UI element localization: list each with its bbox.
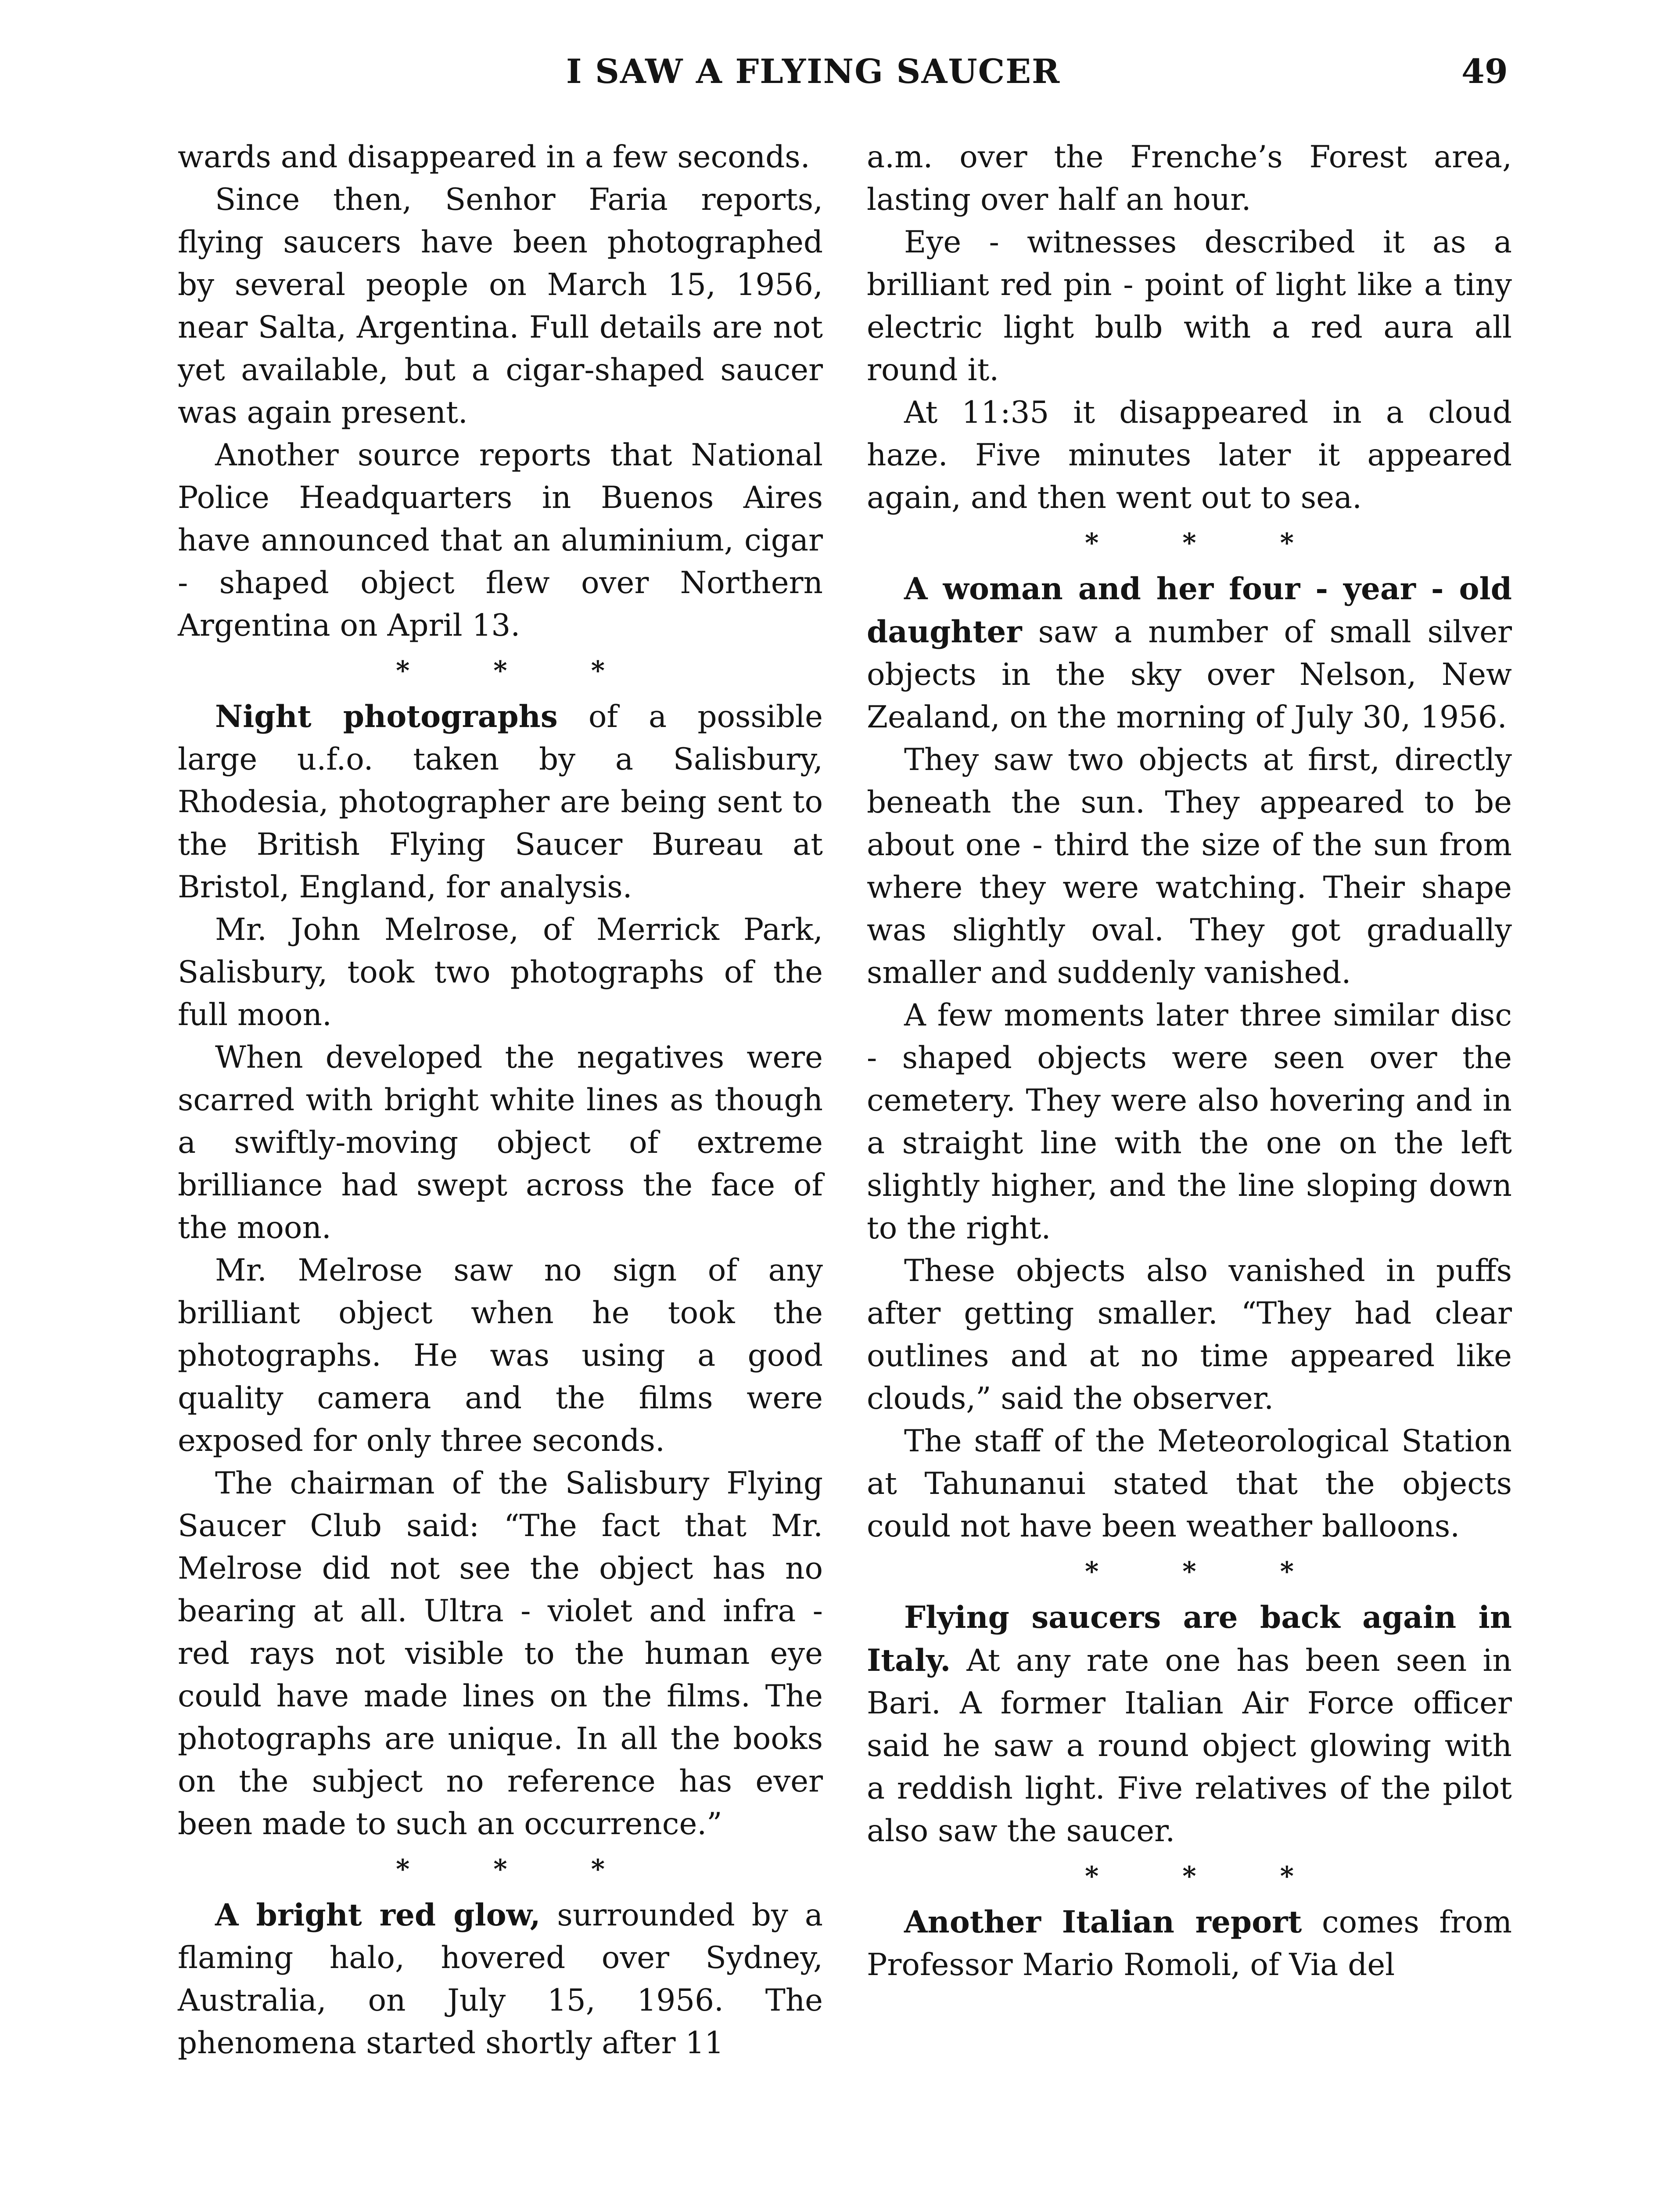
paragraph: When developed the negatives were scarred with bright white lines as though a swiftly-moving object of extreme brilliance had swept across the face of the moon. bbox=[178, 1040, 823, 1245]
paragraph-text: of a possible large u.f.o. taken by a Salisbury, Rhodesia, photographer are being sent to the British Flying Saucer Bureau at Bristol, England, for analysis. bbox=[178, 699, 823, 905]
paragraph: The staff of the Meteorological Station at Tahunanui stated that the objects could not have been weather balloons. bbox=[867, 1424, 1512, 1544]
lead-in: Night photographs bbox=[215, 699, 558, 734]
running-head: I SAW A FLYING SAUCER bbox=[566, 52, 1061, 91]
left-column bbox=[178, 136, 823, 2065]
section-separator: * * * bbox=[396, 655, 605, 686]
paragraph: a.m. over the Frenche’s Forest area, lasting over half an hour. bbox=[867, 140, 1512, 217]
paragraph: At 11:35 it disappeared in a cloud haze. Five minutes later it appeared again, and then went out to sea. bbox=[867, 395, 1512, 515]
paragraph: Mr. John Melrose, of Merrick Park, Salisbury, took two photographs of the full moon. bbox=[178, 912, 823, 1033]
lead-in: Another Italian report bbox=[904, 1904, 1302, 1940]
paragraph: They saw two objects at first, directly beneath the sun. They appeared to be about one - third the size of the sun from where they were watching. Their shape was slightly oval. They got gradually smaller and suddenly vanished. bbox=[867, 742, 1512, 990]
paragraph bbox=[867, 1596, 1512, 1853]
right-column bbox=[867, 136, 1512, 1986]
lead-in: A bright red glow, bbox=[215, 1897, 541, 1933]
paragraph-text: comes from Professor Mario Romoli, of Via del bbox=[867, 1905, 1512, 1983]
paragraph: wards and disappeared in a few seconds. bbox=[178, 140, 810, 175]
paragraph: The chairman of the Salisbury Flying Saucer Club said: “The fact that Mr. Melrose did not see the object has no bearing at all. Ultra - violet and infra - red rays not visible to the human eye could have made lines on the films. The photographs are unique. In all the books on the subject no reference has ever been made to such an occurrence.” bbox=[178, 1466, 823, 1842]
section-separator: * * * bbox=[1085, 1556, 1294, 1587]
paragraph: Mr. Melrose saw no sign of any brilliant object when he took the photographs. He was using a good quality camera and the films were exposed for only three seconds. bbox=[178, 1253, 823, 1458]
paragraph: These objects also vanished in puffs after getting smaller. “They had clear outlines and at no time appeared like clouds,” said the observer. bbox=[867, 1253, 1512, 1416]
paragraph-text: saw a number of small silver objects in the sky over Nelson, New Zealand, on the morning of July 30, 1956. bbox=[867, 615, 1512, 735]
lead-in: Flying saucers are back again in Italy. bbox=[867, 1600, 1512, 1678]
paragraph: Another source reports that National Police Headquarters in Buenos Aires have announced that an aluminium, cigar - shaped object flew over Northern Argentina on April 13. bbox=[178, 438, 823, 643]
section-separator: * * * bbox=[396, 1854, 605, 1885]
section-separator: * * * bbox=[1085, 528, 1294, 558]
lead-in: A woman and her four - year - old daughter bbox=[867, 571, 1512, 650]
paragraph: Eye - witnesses described it as a brilliant red pin - point of light like a tiny electric light bulb with a red aura all round it. bbox=[867, 225, 1512, 388]
paragraph-text: surrounded by a flaming halo, hovered over Sydney, Australia, on July 15, 1956. The phenomena started shortly after 11 bbox=[178, 1898, 823, 2061]
section-separator: * * * bbox=[1085, 1861, 1294, 1892]
paragraph bbox=[867, 568, 1512, 739]
paragraph: Since then, Senhor Faria reports, flying saucers have been photographed by several people on March 15, 1956, near Salta, Argentina. Full details are not yet available, but a cigar-shaped saucer was again present. bbox=[178, 182, 823, 430]
paragraph-text: At any rate one has been seen in Bari. A former Italian Air Force officer said he saw a round object glowing with a reddish light. Five relatives of the pilot also saw the saucer. bbox=[867, 1643, 1512, 1849]
paragraph bbox=[178, 695, 823, 909]
paragraph: A few moments later three similar disc - shaped objects were seen over the cemetery. They were also hovering and in a straight line with the one on the left slightly higher, and the line sloping down to the right. bbox=[867, 998, 1512, 1246]
paragraph bbox=[178, 1894, 823, 2065]
page-number: 49 bbox=[1461, 52, 1508, 91]
paragraph bbox=[867, 1901, 1512, 1986]
